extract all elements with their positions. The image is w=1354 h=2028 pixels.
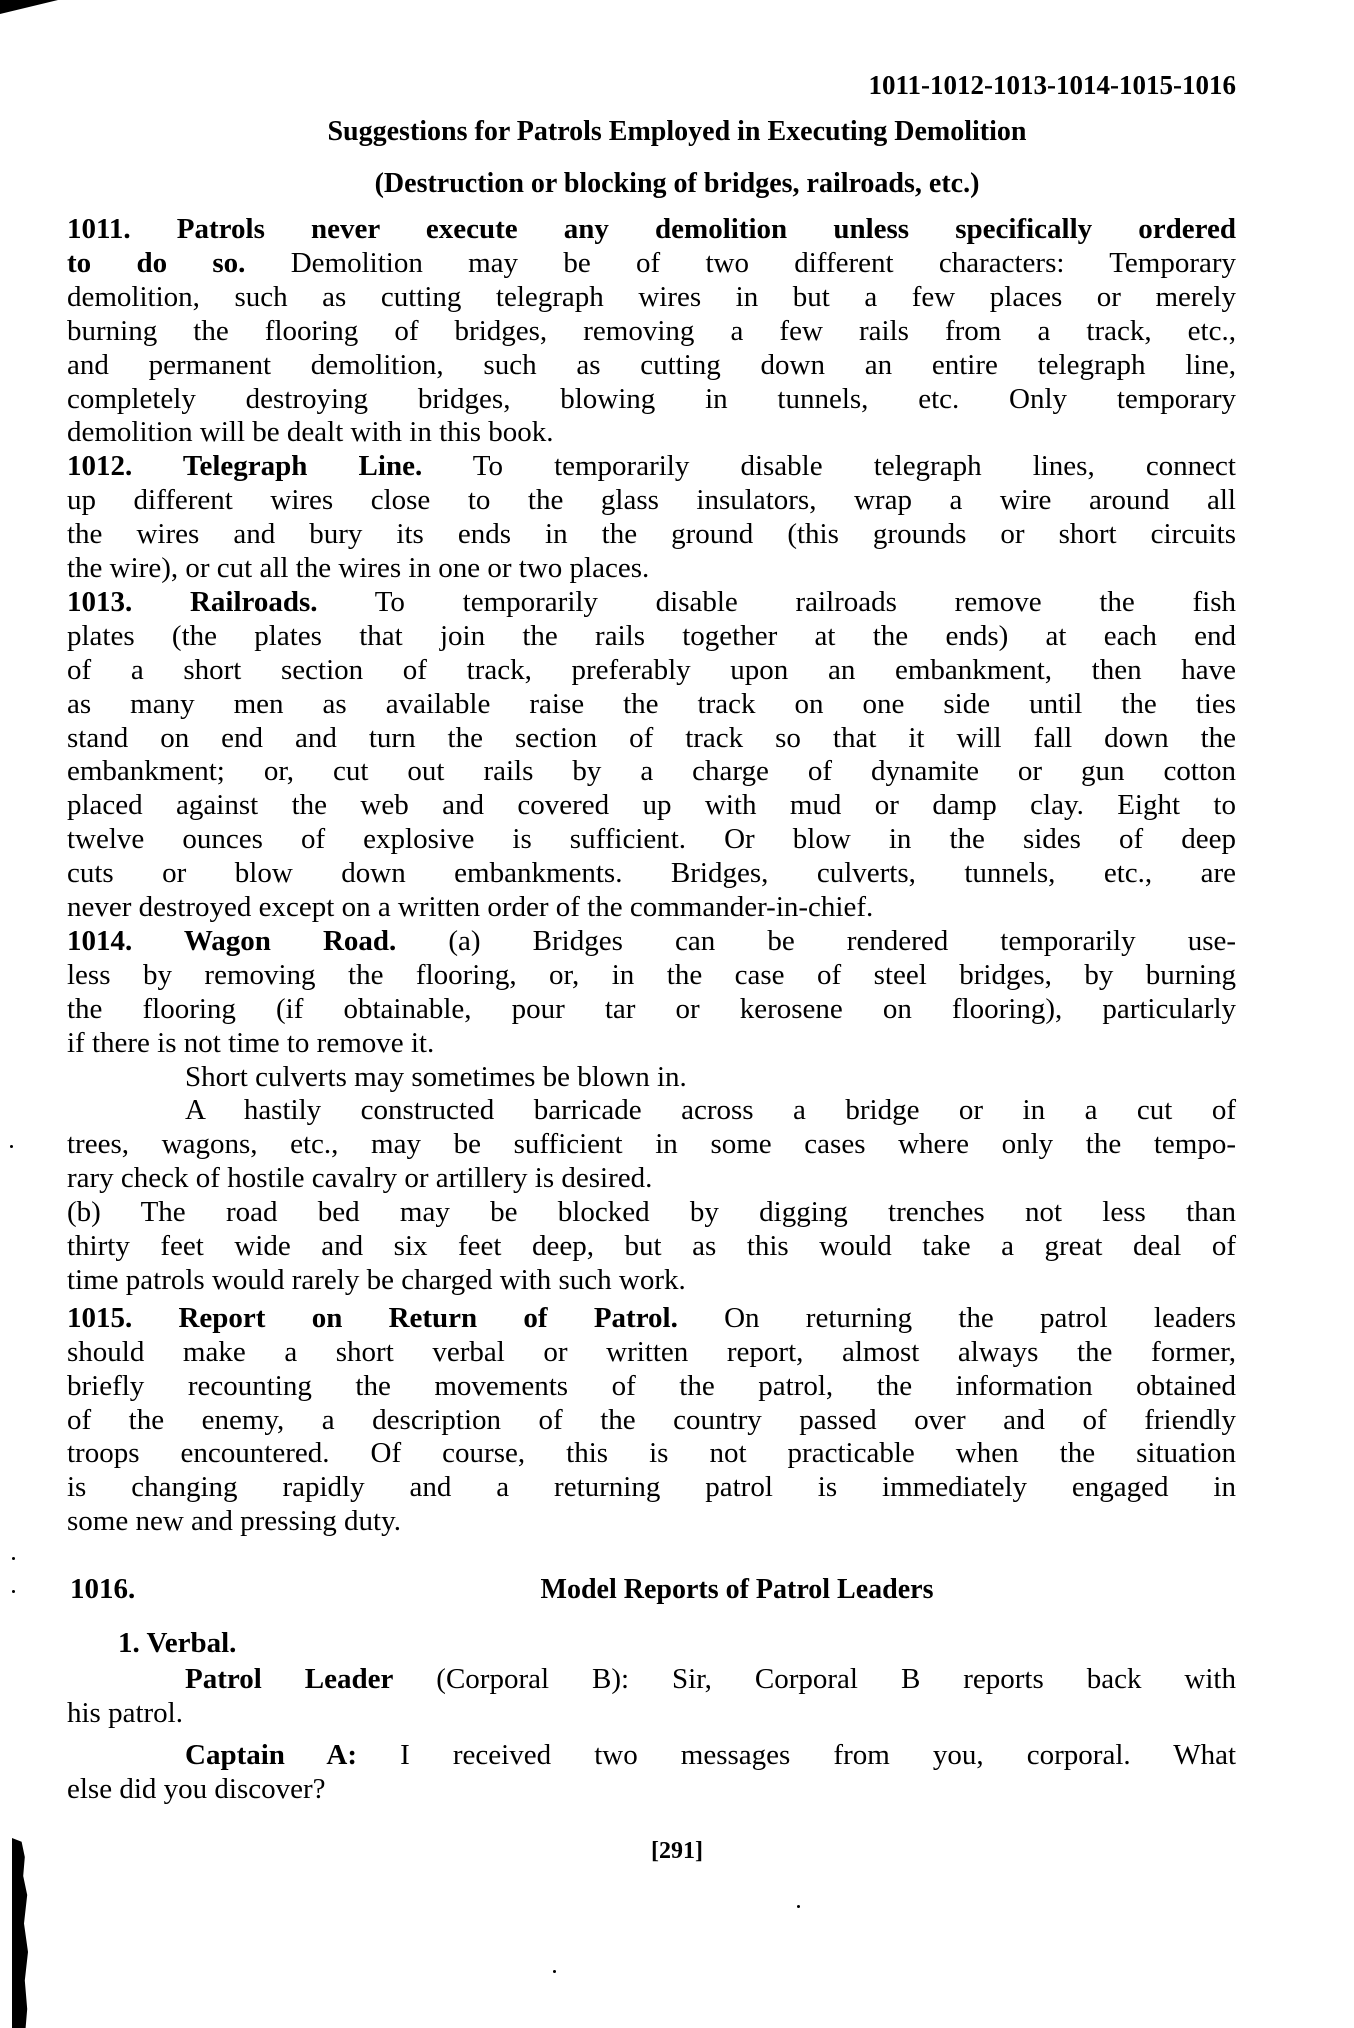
page-number: [291] [651,1838,703,1864]
line-text: cuts or blow down embankments. Bridges, culverts, tunnels, etc., are [67,857,1236,889]
text-line [67,314,1236,348]
text-line [67,1403,1236,1437]
text-line [67,924,1236,958]
line-text: briefly recounting the movements of the patrol, the information obtained [67,1370,1236,1402]
text-line [185,1093,1236,1127]
line-text: To temporarily disable telegraph lines, connect [422,450,1236,482]
line-text: up different wires close to the glass insulators, wrap a wire around all [67,484,1236,516]
line-text: burning the flooring of bridges, removing a few rails from a track, etc., [67,315,1236,347]
bold-lead: Captain A: [185,1739,358,1771]
text-line [67,415,1236,449]
section-1016-item: 1. Verbal. [118,1627,237,1659]
text-line [67,483,1236,517]
line-text: should make a short verbal or written report, almost always the former, [67,1336,1236,1368]
text-line [67,1504,1236,1538]
text-line [67,856,1236,890]
text-line [67,890,1236,924]
text-line [185,1662,1236,1696]
text-line [67,246,1236,280]
text-line [67,788,1236,822]
text-line [67,754,1236,788]
text-line [67,721,1236,755]
scan-corner-mark [0,0,58,14]
text-line [67,551,1236,585]
line-text: completely destroying bridges, blowing in tunnels, etc. Only temporary [67,383,1236,415]
text-line [67,958,1236,992]
text-line [67,1161,1236,1195]
line-text: A hastily constructed barricade across a bridge or in a cut of [185,1094,1236,1126]
text-line [67,449,1236,483]
line-text: troops encountered. Of course, this is not practicable when the situation [67,1437,1236,1469]
line-text: trees, wagons, etc., may be sufficient in some cases where only the tempo- [67,1128,1236,1160]
text-line [67,619,1236,653]
text-line [67,1369,1236,1403]
text-line [67,1436,1236,1470]
line-text: I received two messages from you, corporal. What [357,1739,1237,1771]
text-line [67,1026,1236,1060]
line-text: rary check of hostile cavalry or artillery is desired. [67,1162,653,1194]
text-line [67,280,1236,314]
text-line [67,212,1236,246]
text-line [67,1263,1236,1297]
bold-lead: 1014. Wagon Road. [67,925,397,957]
text-line [67,382,1236,416]
line-text: the wires and bury its ends in the ground (this grounds or short circuits [67,518,1236,550]
text-line [67,1772,1236,1806]
line-text: To temporarily disable railroads remove the fish [317,586,1236,618]
bold-lead: 1011. Patrols never execute any demolition unless specifically ordered [67,213,1236,245]
section-1016-heading: Model Reports of Patrol Leaders [540,1574,934,1605]
page-title: Suggestions for Patrols Employed in Executing Demolition [327,116,1027,147]
text-line [67,348,1236,382]
page-subtitle: (Destruction or blocking of bridges, railroads, etc.) [374,168,980,199]
text-line [67,1301,1236,1335]
line-text: is changing rapidly and a returning patrol is immediately engaged in [67,1471,1236,1503]
section-range: 1011-1012-1013-1014-1015-1016 [868,70,1236,100]
text-line [185,1738,1236,1772]
line-text: his patrol. [67,1697,183,1729]
line-text: if there is not time to remove it. [67,1027,435,1059]
text-line [67,1335,1236,1369]
line-text: of a short section of track, preferably upon an embankment, then have [67,654,1236,686]
scan-speck [553,1970,556,1973]
scan-speck [10,1145,13,1148]
scan-speck [12,1590,15,1593]
text-line [67,687,1236,721]
line-text: as many men as available raise the track on one side until the ties [67,688,1236,720]
line-text: On returning the patrol leaders [677,1302,1236,1334]
line-text: demolition will be dealt with in this book. [67,416,554,448]
line-text: stand on end and turn the section of track so that it will fall down the [67,722,1236,754]
scan-speck [797,1905,800,1908]
line-text: Short culverts may sometimes be blown in. [185,1061,687,1093]
line-text: the wire), or cut all the wires in one or two places. [67,552,650,584]
line-text: some new and pressing duty. [67,1505,401,1537]
line-text: less by removing the flooring, or, in the case of steel bridges, by burning [67,959,1236,991]
line-text: Demolition may be of two different characters: Temporary [245,247,1236,279]
text-line [67,1195,1236,1229]
text-line [67,653,1236,687]
line-text: the flooring (if obtainable, pour tar or kerosene on flooring), particularly [67,993,1236,1025]
text-line [67,1470,1236,1504]
text-line [67,585,1236,619]
line-text: placed against the web and covered up with mud or damp clay. Eight to [67,789,1236,821]
text-line [67,1696,1236,1730]
line-text: time patrols would rarely be charged with such work. [67,1264,686,1296]
line-text: (Corporal B): Sir, Corporal B reports back with [393,1663,1236,1695]
text-line [67,1229,1236,1263]
line-text: twelve ounces of explosive is sufficient. Or blow in the sides of deep [67,823,1236,855]
text-line [67,992,1236,1026]
text-line [67,517,1236,551]
line-text: (b) The road bed may be blocked by digging trenches not less than [67,1196,1236,1228]
line-text: (a) Bridges can be rendered temporarily use- [396,925,1237,957]
line-text: thirty feet wide and six feet deep, but as this would take a great deal of [67,1230,1236,1262]
bold-lead: Patrol Leader [185,1663,394,1695]
line-text: embankment; or, cut out rails by a charge of dynamite or gun cotton [67,755,1236,787]
line-text: demolition, such as cutting telegraph wires in but a few places or merely [67,281,1236,313]
section-1016-number: 1016. [70,1573,136,1605]
scan-speck [12,1557,15,1560]
line-text: of the enemy, a description of the country passed over and of friendly [67,1404,1236,1436]
text-line [185,1060,1236,1094]
text-line [67,822,1236,856]
bold-lead: 1013. Railroads. [67,586,318,618]
line-text: else did you discover? [67,1773,326,1805]
line-text: plates (the plates that join the rails together at the ends) at each end [67,620,1236,652]
line-text: never destroyed except on a written order of the commander-in-chief. [67,891,874,923]
bold-lead: 1012. Telegraph Line. [67,450,423,482]
line-text: and permanent demolition, such as cutting down an entire telegraph line, [67,349,1236,381]
bold-lead: 1015. Report on Return of Patrol. [67,1302,678,1334]
scan-edge-shadow [12,1838,28,2028]
text-line [67,1127,1236,1161]
bold-lead: to do so. [67,247,246,279]
